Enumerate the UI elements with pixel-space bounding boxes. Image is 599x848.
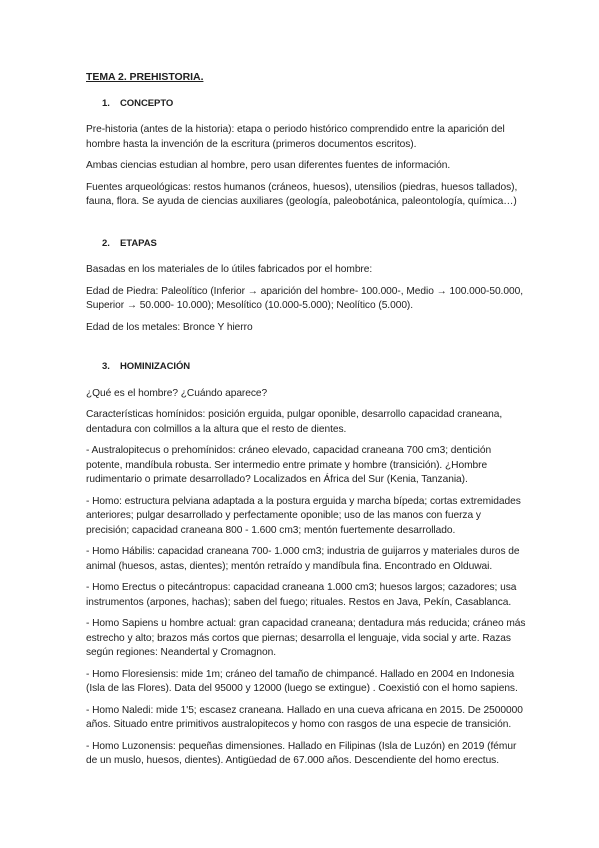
paragraph: Edad de Piedra: Paleolítico (Inferior → aparición del hombre- 100.000-, Medio → 100.000-50.000, Superior → 50.000- 10.000); Mesolítico (10.000-5.000); Neolítico (5.000).	[86, 285, 523, 311]
paragraph: Edad de los metales: Bronce Y hierro	[86, 321, 253, 333]
section-title: CONCEPTO	[120, 97, 174, 109]
paragraph: - Australopitecus o prehomínidos: cráneo elevado, capacidad craneana 700 cm3; dentición potente, mandíbula robusta. Ser intermedio entre primate y hombre (transición). ¿Hombre rudimentario o primate desarrollado? Localizados en África del Sur (Kenia, Tanzania).	[86, 445, 492, 485]
section-heading-hominizacion	[86, 360, 526, 375]
section-number: 2.	[102, 237, 110, 249]
paragraph: - Homo Hábilis: capacidad craneana 700- 1.000 cm3; industria de guijarros y materiales duros de animal (huesos, astas, dientes); mentón retraído y mandíbula fina. Encontrado en Olduwai.	[86, 546, 520, 572]
section-number: 3.	[102, 361, 110, 372]
section-heading-etapas	[86, 237, 526, 252]
section-title: ETAPAS	[120, 237, 157, 249]
paragraph: - Homo Erectus o pitecántropus: capacidad craneana 1.000 cm3; huesos largos; cazadores; usa instrumentos (arpones, hachas); saben del fuego; rituales. Restos en Java, Pekín, Casablanca.	[86, 582, 517, 608]
spacer	[86, 217, 526, 237]
section-heading-concepto	[86, 97, 526, 112]
section-number: 1.	[102, 97, 110, 109]
paragraph: Pre-historia (antes de la historia): etapa o periodo histórico comprendido entre la aparición del hombre hasta la invención de la escritura (primeros documentos escritos).	[86, 124, 505, 150]
paragraph: ¿Qué es el hombre? ¿Cuándo aparece?	[86, 387, 268, 399]
paragraph: - Homo: estructura pelviana adaptada a la postura erguida y marcha bípeda; cortas extremidades anteriores; pulgar desarrollado y perfectamente oponible; uso de las manos con fuerza y precisión; capacidad craneana 800 - 1.600 cm3; mentón fuertemente desarrollado.	[86, 495, 521, 536]
paragraph: Fuentes arqueológicas: restos humanos (cráneos, huesos), utensilios (piedras, huesos tallados), fauna, flora. Se ayuda de ciencias auxiliares (geología, paleobotánica, paleontología, química…)	[86, 181, 518, 207]
document-title: TEMA 2. PREHISTORIA.	[86, 71, 204, 83]
paragraph: - Homo Sapiens u hombre actual: gran capacidad craneana; dentadura más reducida; cráneo más estrecho y alto; brazos más cortos que piernas; desarrolla el lenguaje, vida social y arte. Razas según regiones: Neandertal y Cromagnon.	[86, 618, 526, 658]
paragraph: - Homo Naledi: mide 1'5; escasez craneana. Hallado en una cueva africana en 2015. De 2500000 años. Situado entre primitivos australopitecos y homo con rasgos de una especie de transición.	[86, 704, 523, 730]
section-title: HOMINIZACIÓN	[120, 361, 191, 372]
paragraph: Ambas ciencias estudian al hombre, pero usan diferentes fuentes de información.	[86, 160, 451, 171]
paragraph: - Homo Floresiensis: mide 1m; cráneo del tamaño de chimpancé. Hallado en 2004 en Indonesia (Isla de las Flores). Data del 95000 y 12000 (luego se extingue) . Coexistió con el homo sapiens.	[86, 668, 518, 694]
spacer	[86, 342, 526, 360]
document-body	[86, 70, 526, 776]
paragraph: Basadas en los materiales de lo útiles fabricados por el hombre:	[86, 264, 373, 275]
paragraph: - Homo Luzonensis: pequeñas dimensiones. Hallado en Filipinas (Isla de Luzón) en 2019 (fémur de un muslo, huesos, dientes). Antigüedad de 67.000 años. Descendiente del homo erectus.	[86, 740, 517, 766]
paragraph: Características homínidos: posición erguida, pulgar oponible, desarrollo capacidad craneana, dentadura con colmillos a la altura que el resto de dientes.	[86, 409, 503, 435]
